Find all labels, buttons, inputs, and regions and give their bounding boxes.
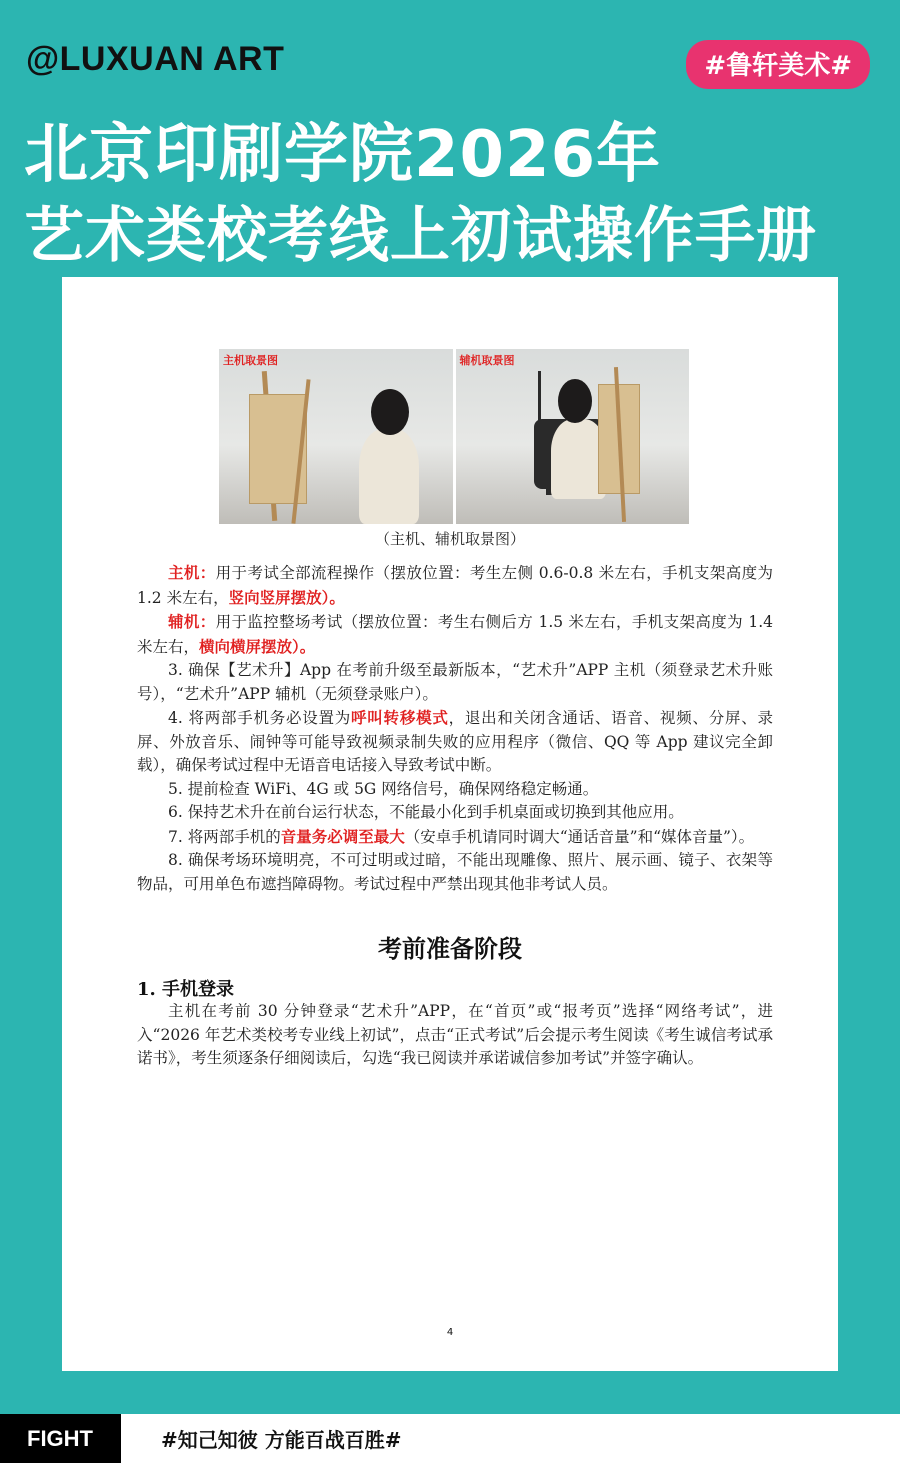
list-item: 5. 提前检查 WiFi、4G 或 5G 网络信号，确保网络稳定畅通。 <box>168 779 599 798</box>
footer-slogan: #知己知彼 方能百战百胜# <box>161 1428 402 1452</box>
photo-caption: （主机、辅机取景图） <box>374 530 525 548</box>
list-item: 主机：用于考试全部流程操作（摆放位置：考生左侧 0.6-0.8 米左右，手机支架高度为 1.2 米左右，竖向竖屏摆放）。 <box>137 563 773 607</box>
aux-photo-label: 辅机取景图 <box>459 354 515 367</box>
section-title: 考前准备阶段 <box>378 934 522 963</box>
list-item: 8. 确保考场环境明亮，不可过明或过暗，不能出现雕像、照片、展示画、镜子、衣架等物品，可用单色布遮挡障碍物。考试过程中严禁出现其他非考试人员。 <box>137 851 773 893</box>
main-photo-label: 主机取景图 <box>223 354 278 367</box>
document-page <box>62 277 838 1371</box>
main-camera-photo <box>219 349 453 524</box>
person-head <box>558 379 592 423</box>
aux-camera-photo <box>456 349 690 524</box>
list-item: 辅机：用于监控整场考试（摆放位置：考生右侧后方 1.5 米左右，手机支架高度为 1.4 米左右，横向横屏摆放）。 <box>137 612 773 656</box>
hashtag-badge: #鲁轩美术# <box>686 40 870 89</box>
person-head <box>371 389 409 435</box>
brand-name: @LUXUAN ART <box>26 40 285 78</box>
footer-label: FIGHT <box>0 1414 121 1463</box>
photo-strip <box>219 349 689 524</box>
page-title-line1: 北京印刷学院2026年 <box>24 118 662 192</box>
list-item: 7. 将两部手机的音量务必调至最大（安卓手机请同时调大“通话音量”和“媒体音量”）。 <box>168 826 755 846</box>
list-item: 6. 保持艺术升在前台运行状态，不能最小化到手机桌面或切换到其他应用。 <box>168 803 684 821</box>
page-title-line2: 艺术类校考线上初试操作手册 <box>24 201 817 271</box>
page-number: 4 <box>446 1327 454 1338</box>
person-figure <box>359 429 419 524</box>
list-item: 3. 确保【艺术升】App 在考前升级至最新版本，“艺术升”APP 主机（须登录艺术升账号），“艺术升”APP 辅机（无须登录账户）。 <box>137 661 773 703</box>
login-paragraph <box>137 1000 773 1071</box>
sub-title: 1. 手机登录 <box>137 979 235 1000</box>
footer-bar <box>0 1414 900 1463</box>
instruction-list <box>137 561 773 896</box>
list-item: 4. 将两部手机务必设置为呼叫转移模式，退出和关闭含通话、语音、视频、分屏、录屏、外放音乐、闹钟等可能导致视频录制失败的应用程序（微信、QQ 等 App 建议完全卸载），确保考试过程中无语音电话接入导致考试中断。 <box>137 708 773 774</box>
paragraph: 主机在考前 30 分钟登录“艺术升”APP，在“首页”或“报考页”选择“网络考试”，进入“2026 年艺术类校考专业线上初试”，点击“正式考试”后会提示考生阅读《考生诚信考试承诺书》，考生须逐条仔细阅读后，勾选“我已阅读并承诺诚信参加考试”并签字确认。 <box>137 1002 773 1067</box>
phone-stand <box>538 371 541 431</box>
